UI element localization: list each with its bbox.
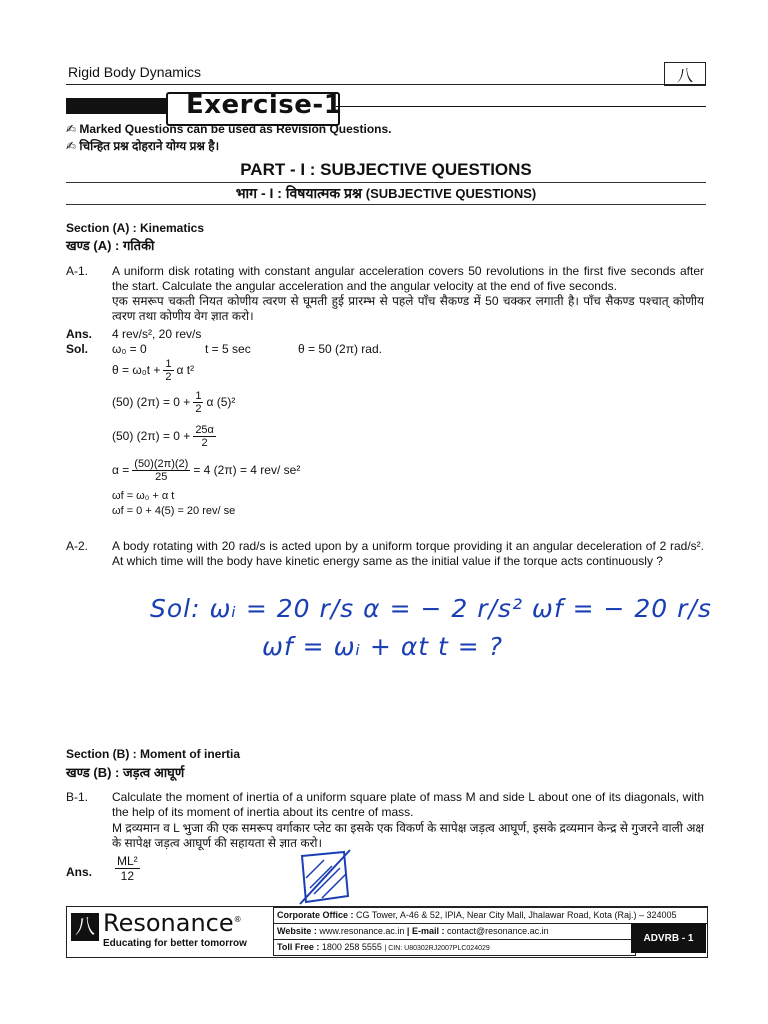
answer-fraction (112, 854, 143, 883)
handwritten-solution-line2: ωf = ωᵢ + αt t = ? (262, 632, 503, 661)
section-b-hindi: खण्ड (B) : जड़त्व आघूर्ण (66, 765, 185, 780)
resonance-logo-icon: 八 (664, 62, 706, 86)
section-a-title: Section (A) : Kinematics (66, 221, 205, 235)
sol-text: θ = ω₀t + (112, 363, 161, 377)
part-hindi-suffix: (SUBJECTIVE QUESTIONS) (365, 186, 537, 201)
office-label: Corporate Office : (277, 910, 354, 920)
numerator: 25α (195, 424, 214, 436)
sol-equation (112, 458, 300, 483)
numerator: (50)(2π)(2) (134, 458, 189, 470)
question-text-hindi: एक समरूप चकती नियत कोणीय त्वरण से घूमती हुई प्रारम्भ से पहले पाँच सैकण्ड में 50 चक्कर लगाती है। पाँच सैकण्ड पश्चात् कोणीय त्वरण तथा कोणीय वेग ज्ञात करो। (112, 294, 704, 323)
numerator: 1 (165, 358, 172, 370)
question-text: A body rotating with 20 rad/s is acted upon by a uniform torque providing it an angular deceleration of 2 rad/s². At which time will the body have kinetic energy same as the initial value if the torque acts continuously ? (112, 539, 704, 568)
brand-name: Resonance® (103, 909, 242, 937)
sol-text: (50) (2π) = 0 + (112, 429, 191, 443)
answer-label: Ans. (66, 327, 93, 341)
answer-label: Ans. (66, 865, 93, 879)
tollfree-label: Toll Free : (277, 942, 320, 952)
denominator: 12 (120, 869, 135, 883)
handwritten-square-plate-sketch (292, 848, 356, 912)
cin-number: | CIN: U80302RJ2007PLC024029 (384, 945, 490, 952)
sol-text: α (5)² (206, 395, 236, 409)
sol-text: α t² (176, 363, 195, 377)
banner-block (108, 98, 168, 114)
sol-text: α = (112, 463, 130, 477)
question-text-hindi: M द्रव्यमान व L भुजा की एक समरूप वर्गाकार प्लेट का इसके एक विकर्ण के सापेक्ष जड़त्व आघूर्ण, इसके द्रव्यमान केन्द्र से गुजरने वाली अक्ष के सापेक्ष जड़त्व आघूर्ण की सहायता से ज्ञात करो। (112, 821, 704, 850)
fraction (115, 854, 140, 883)
office-address: CG Tower, A-46 & 52, IPIA, Near City Mall, Jhalawar Road, Kota (Raj.) – 324005 (356, 910, 677, 920)
denominator: 2 (201, 437, 208, 449)
chapter-title: Rigid Body Dynamics (68, 64, 202, 80)
exercise-label: Exercise-1 (186, 90, 343, 120)
answer-value: 4 rev/s², 20 rev/s (112, 327, 202, 341)
fraction (193, 424, 216, 449)
fraction (193, 390, 203, 415)
footer-website (273, 923, 636, 940)
denominator: 2 (195, 403, 202, 415)
section-b-title: Section (B) : Moment of inertia (66, 747, 240, 761)
email-link[interactable]: contact@resonance.ac.in (446, 926, 549, 936)
sol-line: ω₀ = 0 (112, 342, 147, 356)
question-text: A uniform disk rotating with constant angular acceleration covers 50 revolutions in the first five seconds after the start. Calculate the angular acceleration and the angular velocity at the end of five seconds. (112, 264, 704, 293)
brand-name-text: Resonance (103, 909, 234, 937)
sol-line: θ = 50 (2π) rad. (298, 342, 382, 356)
page-footer (66, 906, 708, 958)
numerator: 1 (195, 390, 202, 402)
part-title: PART - I : SUBJECTIVE QUESTIONS (240, 160, 532, 179)
sol-line: ωf = 0 + 4(5) = 20 rev/ se (112, 505, 236, 517)
part-hindi-prefix: भाग - I : विषयात्मक प्रश्न (235, 185, 362, 201)
denominator: 25 (155, 471, 168, 483)
sol-text: = 4 (2π) = 4 rev/ se² (193, 463, 301, 477)
question-number: A-2. (66, 539, 89, 553)
email-label: | E-mail : (406, 926, 445, 936)
section-a-hindi: खण्ड (A) : गतिकी (66, 238, 155, 253)
banner-rule (336, 106, 706, 107)
sol-equation (112, 358, 194, 383)
sol-text: (50) (2π) = 0 + (112, 395, 191, 409)
footer-brand (71, 911, 267, 953)
header-rule (66, 84, 706, 85)
website-label: Website : (277, 926, 317, 936)
part-rule-bottom (66, 204, 706, 205)
tollfree-number: 1800 258 5555 (321, 942, 382, 952)
sol-equation (112, 390, 235, 415)
resonance-logo-icon: 八 (71, 913, 99, 941)
handwritten-solution-line1: Sol: ωᵢ = 20 r/s α = − 2 r/s² ωf = − 20 r/s (150, 594, 712, 623)
sol-line: t = 5 sec (205, 342, 251, 356)
exercise-banner (66, 90, 706, 120)
numerator: ML² (117, 854, 138, 868)
footer-office (273, 907, 708, 924)
question-text: Calculate the moment of inertia of a uniform square plate of mass M and side L about one of its diagonals, with the help of its moment of inertia about its centre of mass. (112, 790, 704, 819)
banner-block (66, 98, 108, 114)
sol-equation (112, 424, 219, 449)
part-rule (66, 182, 706, 183)
website-link[interactable]: www.resonance.ac.in (319, 926, 405, 936)
footer-tollfree (273, 939, 636, 956)
question-number: A-1. (66, 264, 89, 278)
question-number: B-1. (66, 790, 89, 804)
part-title-hindi (66, 184, 706, 203)
solution-label: Sol. (66, 342, 89, 356)
sol-line: ωf = ω₀ + α t (112, 490, 175, 502)
note-marked-questions-hindi: ✍ चिन्हित प्रश्न दोहराने योग्य प्रश्न है। (66, 139, 220, 153)
page-code: ADVRB - 1 (631, 923, 706, 953)
denominator: 2 (165, 371, 172, 383)
brand-tagline: Educating for better tomorrow (103, 938, 247, 949)
note-marked-questions: ✍ Marked Questions can be used as Revision Questions. (66, 122, 392, 136)
fraction (163, 358, 173, 383)
fraction (132, 458, 190, 483)
